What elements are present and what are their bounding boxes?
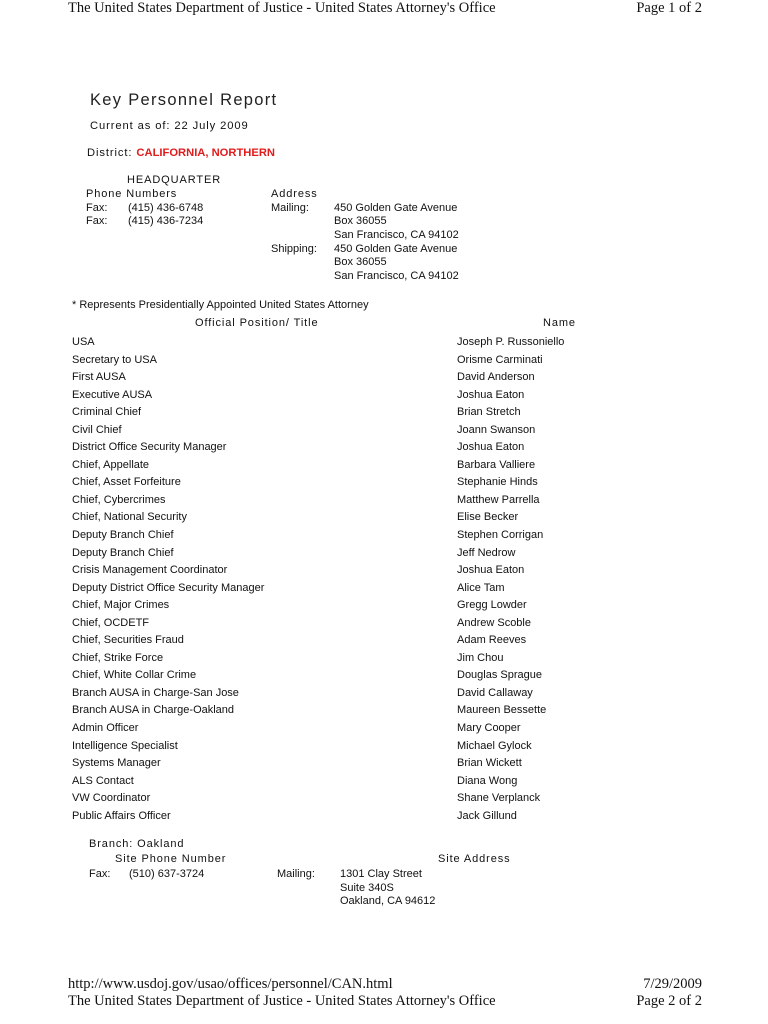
person-name: Joshua Eaton: [457, 564, 525, 577]
position-title: Chief, Asset Forfeiture: [72, 476, 181, 489]
branch-phone-heading: Site Phone Number: [115, 853, 227, 865]
table-row: [72, 545, 612, 563]
person-name: Joseph P. Russoniello: [457, 336, 565, 348]
position-title: Civil Chief: [72, 423, 122, 436]
position-title: Chief, Securities Fraud: [72, 634, 184, 647]
branch-phone-value: (510) 637-3724: [129, 868, 205, 880]
district-value: CALIFORNIA, NORTHERN: [136, 147, 275, 159]
hq-shipping-label: Shipping:: [271, 243, 317, 255]
branch-mailing-label: Mailing:: [277, 868, 315, 880]
table-row: [72, 369, 612, 387]
branch-phone-label: Fax:: [89, 868, 111, 880]
person-name: Shane Verplanck: [457, 792, 541, 805]
branch-mailing-line: Oakland, CA 94612: [340, 895, 436, 907]
person-name: Michael Gylock: [457, 739, 532, 752]
person-name: Stephanie Hinds: [457, 476, 538, 489]
person-name: David Anderson: [457, 371, 535, 384]
table-row: [72, 562, 612, 580]
person-name: Orisme Carminati: [457, 353, 543, 366]
person-name: Maureen Bessette: [457, 704, 547, 717]
table-row: [72, 352, 612, 370]
print-header-title: The United States Department of Justice - United States Attorney's Office: [68, 0, 496, 16]
position-title: VW Coordinator: [72, 792, 151, 805]
position-title: District Office Security Manager: [72, 441, 227, 454]
hq-shipping-line: Box 36055: [334, 256, 387, 268]
table-row: [72, 422, 612, 440]
table-row: [72, 738, 612, 756]
position-title: Systems Manager: [72, 757, 161, 770]
position-title: Branch AUSA in Charge-San Jose: [72, 686, 239, 699]
print-footer-page-number: Page 2 of 2: [636, 993, 702, 1009]
table-row: [72, 457, 612, 475]
print-footer-date: 7/29/2009: [643, 976, 702, 992]
table-row: [72, 790, 612, 808]
table-row: [72, 334, 612, 352]
table-row: [72, 492, 612, 510]
headquarter-heading: HEADQUARTER: [127, 174, 222, 186]
hq-phone-label: Fax:: [86, 202, 108, 214]
hq-address-heading: Address: [271, 188, 318, 200]
position-title: Deputy District Office Security Manager: [72, 581, 265, 594]
position-title: First AUSA: [72, 371, 126, 384]
position-title: Chief, National Security: [72, 511, 187, 524]
hq-phone-label: Fax:: [86, 215, 108, 227]
branch-mailing-line: 1301 Clay Street: [340, 868, 422, 880]
table-row: [72, 808, 612, 826]
table-row: [72, 667, 612, 685]
table-row: [72, 580, 612, 598]
table-row: [72, 650, 612, 668]
position-title: Admin Officer: [72, 722, 139, 735]
position-title: Branch AUSA in Charge-Oakland: [72, 704, 235, 717]
table-row: [72, 597, 612, 615]
table-row: [72, 755, 612, 773]
branch-address-heading: Site Address: [438, 853, 511, 865]
person-name: Joshua Eaton: [457, 441, 525, 454]
branch-heading: Branch: Oakland: [89, 838, 185, 850]
column-header-name: Name: [543, 317, 576, 329]
hq-mailing-line: Box 36055: [334, 215, 387, 227]
print-header-page-number: Page 1 of 2: [636, 0, 702, 16]
table-row: [72, 527, 612, 545]
table-row: [72, 474, 612, 492]
person-name: Douglas Sprague: [457, 669, 543, 682]
table-row: [72, 773, 612, 791]
report-title: Key Personnel Report: [90, 91, 278, 109]
position-title: Crisis Management Coordinator: [72, 564, 228, 577]
position-title: Criminal Chief: [72, 406, 142, 419]
hq-phone-heading: Phone Numbers: [86, 188, 178, 200]
position-title: Chief, Strike Force: [72, 651, 164, 664]
print-footer-url: http://www.usdoj.gov/usao/offices/personnel/CAN.html: [68, 976, 393, 992]
report-date: Current as of: 22 July 2009: [90, 120, 249, 132]
position-title: Intelligence Specialist: [72, 739, 178, 752]
position-title: Chief, Cybercrimes: [72, 493, 166, 506]
position-title: Chief, White Collar Crime: [72, 669, 197, 682]
presidential-appointee-note: * Represents Presidentially Appointed United States Attorney: [72, 299, 369, 311]
person-name: Matthew Parrella: [457, 493, 540, 506]
table-row: [72, 615, 612, 633]
position-title: Chief, Major Crimes: [72, 599, 170, 612]
person-name: Jeff Nedrow: [457, 546, 516, 559]
position-title: Chief, OCDETF: [72, 616, 150, 629]
table-row: [72, 720, 612, 738]
table-row: [72, 632, 612, 650]
position-title: USA: [72, 336, 95, 348]
district-line: [87, 147, 275, 159]
table-row: [72, 387, 612, 405]
hq-shipping-line: San Francisco, CA 94102: [334, 270, 459, 282]
position-title: Secretary to USA: [72, 353, 157, 366]
branch-mailing-line: Suite 340S: [340, 882, 394, 894]
table-row: [72, 509, 612, 527]
person-name: Stephen Corrigan: [457, 529, 544, 542]
position-title: Executive AUSA: [72, 388, 153, 401]
position-title: Deputy Branch Chief: [72, 546, 174, 559]
personnel-table: [72, 334, 612, 825]
hq-phone-value: (415) 436-7234: [128, 215, 204, 227]
position-title: ALS Contact: [72, 774, 134, 787]
hq-shipping-line: 450 Golden Gate Avenue: [334, 243, 458, 255]
person-name: Diana Wong: [457, 774, 518, 787]
table-row: [72, 702, 612, 720]
table-row: [72, 685, 612, 703]
person-name: Brian Wickett: [457, 757, 522, 770]
table-row: [72, 404, 612, 422]
position-title: Chief, Appellate: [72, 458, 150, 471]
person-name: David Callaway: [457, 686, 533, 699]
person-name: Adam Reeves: [457, 634, 527, 647]
table-row: [72, 439, 612, 457]
position-title: Public Affairs Officer: [72, 809, 171, 822]
person-name: Elise Becker: [457, 511, 519, 524]
person-name: Alice Tam: [457, 581, 505, 594]
person-name: Barbara Valliere: [457, 458, 536, 471]
column-header-position: Official Position/ Title: [195, 317, 319, 329]
hq-phone-value: (415) 436-6748: [128, 202, 204, 214]
hq-mailing-line: San Francisco, CA 94102: [334, 229, 459, 241]
district-label: District:: [87, 147, 133, 159]
person-name: Joann Swanson: [457, 423, 536, 436]
person-name: Andrew Scoble: [457, 616, 531, 629]
position-title: Deputy Branch Chief: [72, 529, 174, 542]
hq-mailing-line: 450 Golden Gate Avenue: [334, 202, 458, 214]
person-name: Mary Cooper: [457, 722, 521, 735]
person-name: Joshua Eaton: [457, 388, 525, 401]
person-name: Jim Chou: [457, 651, 504, 664]
person-name: Gregg Lowder: [457, 599, 527, 612]
hq-mailing-label: Mailing:: [271, 202, 309, 214]
person-name: Brian Stretch: [457, 406, 521, 419]
print-footer-title: The United States Department of Justice - United States Attorney's Office: [68, 993, 496, 1009]
person-name: Jack Gillund: [457, 809, 517, 822]
